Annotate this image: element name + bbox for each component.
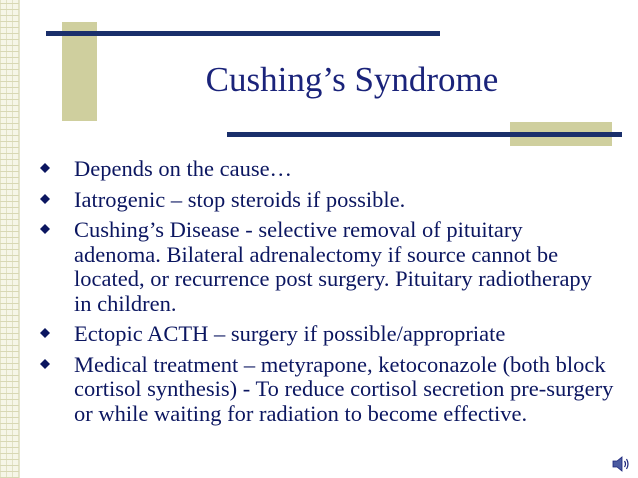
diamond-icon	[40, 224, 50, 234]
bullet-item	[40, 353, 615, 427]
bullet-list	[40, 157, 615, 432]
diamond-icon	[40, 194, 50, 204]
bullet-text: Ectopic ACTH – surgery if possible/appropriate	[74, 321, 506, 346]
bullet-item	[40, 322, 615, 347]
diamond-icon	[40, 163, 50, 173]
speaker-icon[interactable]	[611, 454, 631, 474]
bullet-item	[40, 188, 615, 213]
decorative-navy-line-top	[46, 31, 440, 36]
diamond-icon	[40, 359, 50, 369]
slide-title: Cushing’s Syndrome	[205, 60, 499, 99]
bullet-text: Cushing’s Disease - selective removal of pituitary adenoma. Bilateral adrenalectomy if source cannot be located, or recurrence post surgery. Pituitary radiotherapy in children.	[74, 217, 592, 316]
bullet-text: Iatrogenic – stop steroids if possible.	[74, 186, 406, 212]
bullet-item	[40, 218, 615, 316]
decorative-navy-line-bottom	[227, 132, 622, 137]
bullet-text: Depends on the cause…	[74, 156, 293, 181]
decorative-olive-block-top	[62, 22, 97, 121]
bullet-text: Medical treatment – metyrapone, ketoconazole (both block cortisol synthesis) - To reduce cortisol secretion pre-surgery or while waiting for radiation to become effective.	[74, 351, 614, 426]
diamond-icon	[40, 328, 50, 338]
bullet-item	[40, 157, 615, 182]
left-pattern-border	[0, 0, 20, 478]
